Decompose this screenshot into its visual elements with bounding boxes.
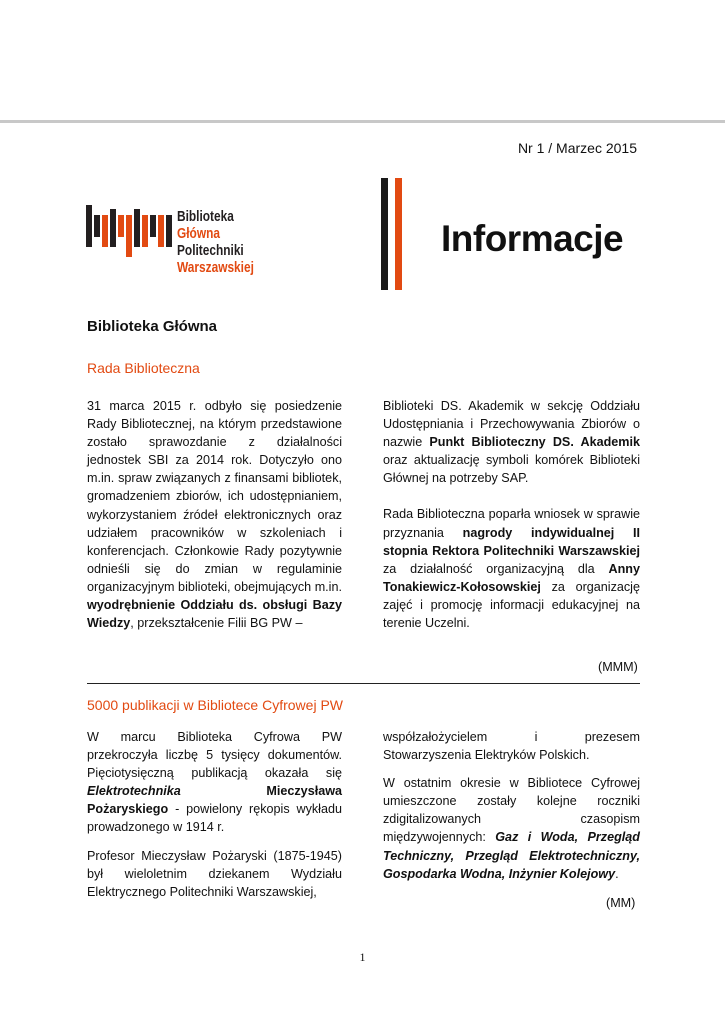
bold-run: Mieczysława Pożaryskiego	[87, 784, 342, 817]
top-rule	[0, 120, 725, 123]
article2-heading: 5000 publikacji w Bibliotece Cyfrowej PW	[87, 697, 343, 713]
article1-left-paragraph	[87, 397, 342, 632]
article2-right-paragraph-2	[383, 774, 640, 883]
logo-text	[177, 209, 254, 277]
text-run: .	[615, 866, 619, 881]
page-number: 1	[359, 950, 366, 964]
italic-bold-run: Elektrotechnika	[87, 784, 181, 799]
logo-line-3: Politechniki	[177, 243, 244, 259]
logo-line-2: Główna	[177, 226, 220, 242]
article2-left-column	[87, 728, 342, 901]
article2-left-paragraph-1	[87, 728, 342, 837]
text-run: za organizację zajęć i promocję informacji edukacyjnej na terenie Uczelni.	[383, 579, 640, 631]
italic-bold-run: Gaz i Woda, Przegląd Techniczny, Przegląd Elektrotechniczny, Gospodarka Wodna, Inżynier Kolejowy	[383, 830, 640, 881]
text-run: oraz aktualizację symboli komórek Biblioteki Głównej na potrzeby SAP.	[383, 453, 640, 486]
bold-run: Anny Tonakiewicz-Kołosowskiej	[383, 561, 640, 594]
bold-run: wyodrębnienie Oddziału ds. obsługi Bazy Wiedzy	[87, 598, 342, 631]
article1-signature: (MMM)	[598, 660, 638, 674]
text-run: za działalność organizacyjną dla	[383, 561, 609, 576]
library-logo	[86, 205, 256, 285]
article1-right-column	[383, 397, 640, 632]
text-run	[181, 784, 267, 798]
bold-run: nagrody indywidualnej II stopnia Rektora Politechniki Warszawskiej	[383, 525, 640, 558]
article1-left-column	[87, 397, 342, 632]
newsletter-title: Informacje	[441, 218, 624, 259]
section-title: Biblioteka Główna	[87, 318, 218, 335]
text-run: Rada Biblioteczna poparła wniosek w sprawie przyznania	[383, 507, 640, 540]
text-run: , przekształcenie Filii BG PW –	[130, 616, 303, 631]
bold-run: Punkt Biblioteczny DS. Akademik	[429, 435, 640, 450]
section-divider	[87, 683, 640, 684]
title-bar-orange	[395, 178, 402, 290]
article1-heading: Rada Biblioteczna	[87, 360, 200, 376]
article2-signature: (MM)	[606, 896, 636, 910]
issue-label: Nr 1 / Marzec 2015	[517, 140, 637, 156]
text-run: Biblioteki DS. Akademik w sekcję Oddziału Udostępniania i Przechowywania Zbiorów o nazwie	[383, 399, 640, 450]
text-run: - powielony rękopis wykładu prowadzonego w 1914 r.	[87, 802, 342, 835]
title-bar-dark	[381, 178, 388, 290]
article2-left-paragraph-2: Profesor Mieczysław Pożaryski (1875-1945) był wieloletnim dziekanem Wydziału Elektrycznego Politechniki Warszawskiej,	[87, 848, 342, 899]
text-run: W marcu Biblioteka Cyfrowa PW przekroczyła liczbę 5 tysięcy dokumentów. Pięciotysięczną publikacją okazała się	[87, 730, 342, 781]
logo-bars-icon	[86, 205, 172, 257]
text-run: W ostatnim okresie w Bibliotece Cyfrowej umieszczone zostały kolejne roczniki zdigitalizowanych czasopism międzywojennych:	[383, 776, 640, 845]
article1-right-paragraph-2	[383, 505, 640, 632]
text-run: 31 marca 2015 r. odbyło się posiedzenie Rady Bibliotecznej, na którym przedstawione zostało sprawozdanie z działalności jednostek SBI za 2014 rok. Dotyczyło ono m.in. spraw związanych z finansami bibliotek, gromadzeniem zbiorów, ich udostępnianiem, wykorzystaniem źródeł elektronicznych oraz udziałem pracowników w szkoleniach i konferencjach. Członkowie Rady pozytywnie odnieśli się do zmian w regulaminie organizacyjnym biblioteki, obejmujących m.in.	[87, 399, 342, 594]
article1-right-paragraph-1	[383, 397, 640, 487]
logo-line-1: Biblioteka	[177, 209, 234, 225]
article2-right-column	[383, 728, 640, 883]
article2-right-paragraph-1: współzałożycielem i prezesem Stowarzyszenia Elektryków Polskich.	[383, 730, 640, 763]
logo-line-4: Warszawskiej	[177, 260, 254, 276]
